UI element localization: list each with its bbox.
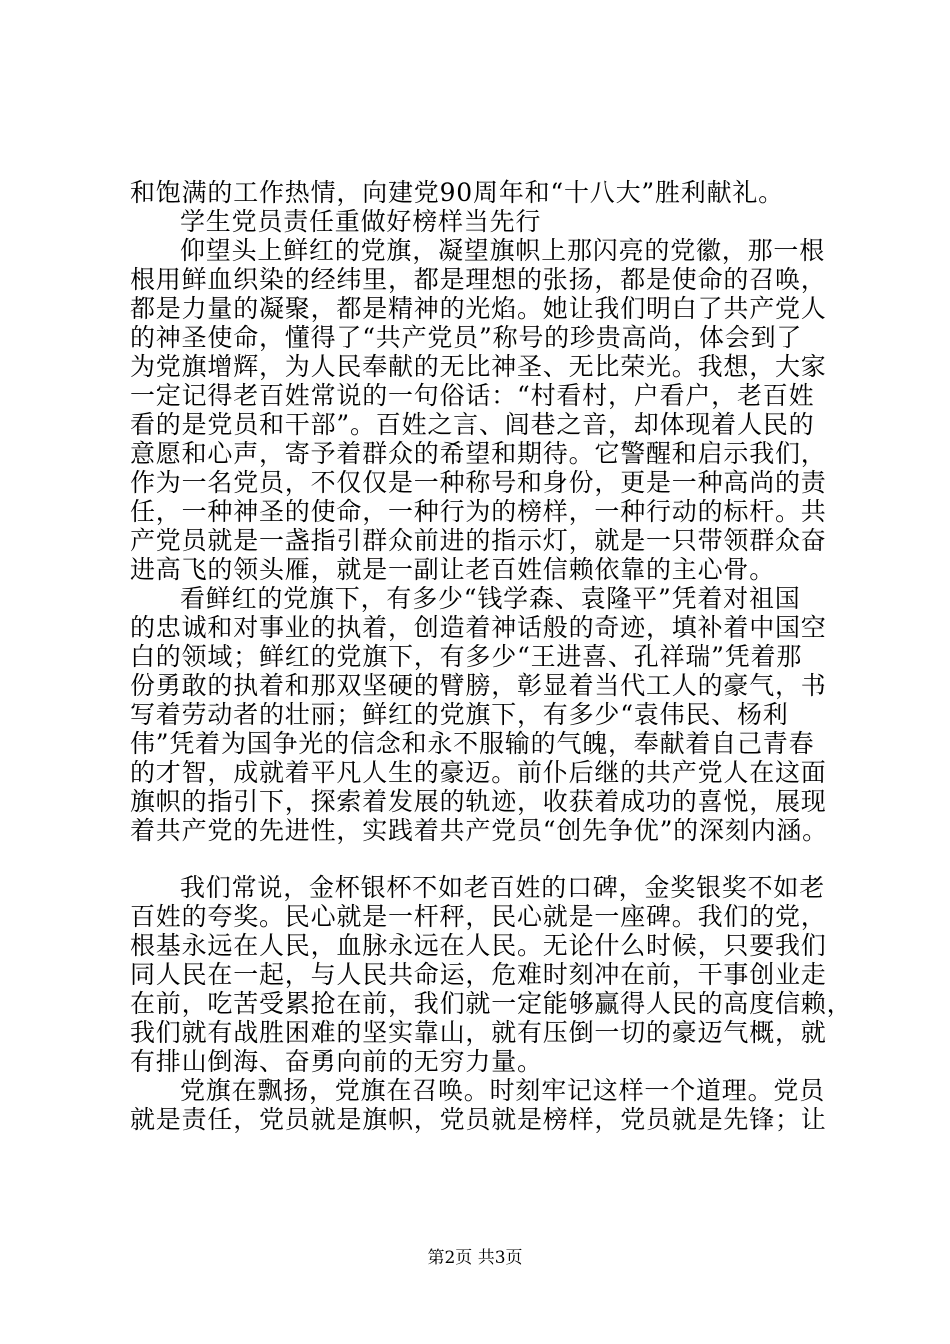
paragraph-line: 意愿和心声，寄予着群众的希望和期待。它警醒和启示我们，	[130, 439, 827, 468]
paragraph-line: 份勇敢的执着和那双坚硬的臂膀，彰显着当代工人的豪气，书	[130, 671, 827, 700]
section-heading: 学生党员责任重做好榜样当先行	[180, 207, 542, 236]
paragraph-4	[130, 1076, 850, 1134]
paragraph-line: 一定记得老百姓常说的一句俗话：“村看村，户看户，老百姓	[130, 381, 815, 410]
paragraph-line: 作为一名党员，不仅仅是一种称号和身份，更是一种高尚的责	[130, 468, 827, 497]
paragraph-line: 根基永远在人民，血脉永远在人民。无论什么时候，只要我们	[130, 931, 827, 960]
paragraph-line: 伟”凭着为国争光的信念和永不服输的气魄，奉献着自己青春	[130, 729, 815, 758]
paragraph-line: 看鲜红的党旗下，有多少“钱学森、袁隆平”凭着对祖国	[180, 584, 801, 613]
paragraph-line: 百姓的夸奖。民心就是一杆秤，民心就是一座碑。我们的党，	[130, 902, 827, 931]
paragraph-line: 有排山倒海、奋勇向前的无穷力量。	[130, 1047, 543, 1076]
paragraph-line: 同人民在一起，与人民共命运，危难时刻冲在前，干事创业走	[130, 960, 827, 989]
paragraph-line: 看的是党员和干部”。百姓之言、闾巷之音，却体现着人民的	[130, 410, 815, 439]
paragraph-line: 党旗在飘扬，党旗在召唤。时刻牢记这样一个道理。党员	[180, 1076, 826, 1105]
paragraph-line: 仰望头上鲜红的党旗，凝望旗帜上那闪亮的党徽，那一根	[180, 236, 826, 265]
paragraph-line: 为党旗增辉，为人民奉献的无比神圣、无比荣光。我想，大家	[130, 352, 827, 381]
paragraph-line: 着共产党的先进性，实践着共产党员“创先争优”的深刻内涵。	[130, 816, 828, 845]
paragraph-line: 的忠诚和对事业的执着，创造着神话般的奇迹，填补着中国空	[130, 613, 827, 642]
paragraph-line: 产党员就是一盏指引群众前进的指示灯，就是一只带领群众奋	[130, 526, 827, 555]
paragraph-1	[130, 236, 850, 584]
paragraph-line: 就是责任，党员就是旗帜，党员就是榜样，党员就是先锋；让	[130, 1105, 827, 1134]
paragraph-3	[130, 873, 853, 1076]
page-number-footer: 第2页 共3页	[427, 1248, 523, 1268]
paragraph-line: 的才智，成就着平凡人生的豪迈。前仆后继的共产党人在这面	[130, 758, 827, 787]
paragraph-line: 在前，吃苦受累抢在前，我们就一定能够赢得人民的高度信赖，	[130, 989, 853, 1018]
paragraph-line: 进高飞的领头雁，就是一副让老百姓信赖依靠的主心骨。	[130, 555, 776, 584]
paragraph-gap	[130, 845, 850, 873]
paragraph-line: 任，一种神圣的使命，一种行为的榜样，一种行动的标杆。共	[130, 497, 827, 526]
paragraph-line: 旗帜的指引下，探索着发展的轨迹，收获着成功的喜悦，展现	[130, 787, 827, 816]
paragraph-line: 根用鲜血织染的经纬里，都是理想的张扬，都是使命的召唤，	[130, 265, 827, 294]
paragraph-line: 我们常说，金杯银杯不如老百姓的口碑，金奖银奖不如老	[180, 873, 826, 902]
paragraph-line: 写着劳动者的壮丽；鲜红的党旗下，有多少“袁伟民、杨利	[130, 700, 789, 729]
paragraph-2	[130, 584, 850, 845]
intro-line: 和饱满的工作热情，向建党90周年和“十八大”胜利献礼。	[130, 178, 784, 207]
paragraph-line: 都是力量的凝聚，都是精神的光焰。她让我们明白了共产党人	[130, 294, 827, 323]
paragraph-line: 的神圣使命，懂得了“共产党员”称号的珍贵高尚，体会到了	[130, 323, 803, 352]
paragraph-line: 我们就有战胜困难的坚实靠山，就有压倒一切的豪迈气概，就	[130, 1018, 827, 1047]
paragraph-line: 白的领域；鲜红的党旗下，有多少“王进喜、孔祥瑞”凭着那	[130, 642, 803, 671]
document-body	[130, 178, 853, 1134]
